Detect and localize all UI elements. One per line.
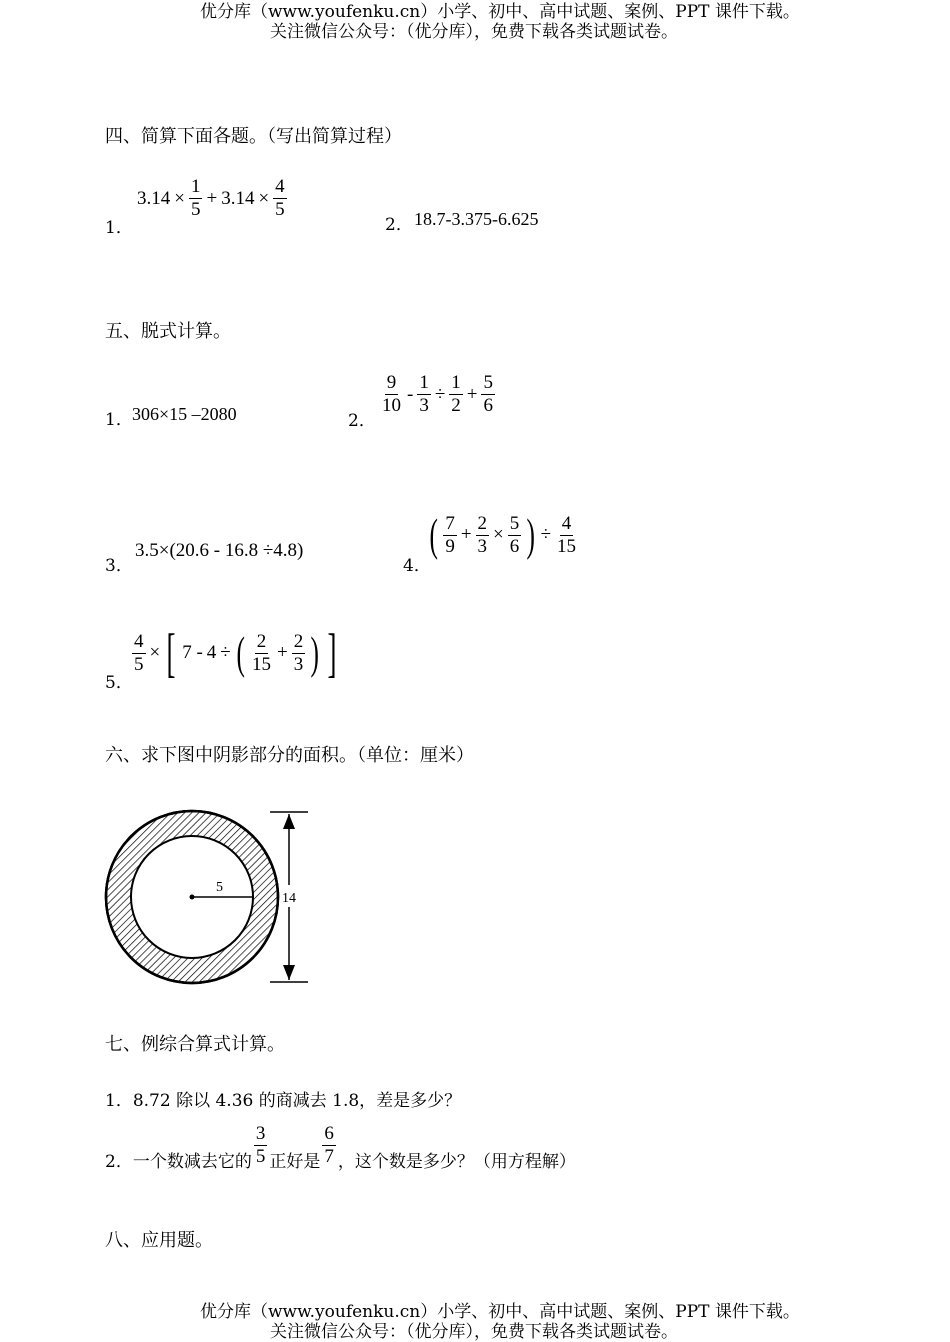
term: 7 -: [182, 642, 203, 663]
denominator: 15: [252, 653, 272, 675]
s5-q1-expression: 306×15 –2080: [132, 404, 237, 424]
numerator: 7: [445, 512, 455, 534]
denominator: 7: [324, 1146, 334, 1167]
numerator: 3: [255, 1123, 266, 1144]
arrow-down-icon: [283, 965, 295, 980]
s5-q5-expression: [130, 623, 341, 683]
numerator: 2: [477, 512, 488, 534]
numerator: 1: [190, 176, 201, 197]
denominator: 2: [451, 395, 461, 416]
fraction: [476, 513, 490, 558]
denominator: 15: [557, 535, 577, 557]
arrow-up-icon: [283, 814, 295, 829]
section-8-title: 八、应用题。: [105, 1230, 213, 1251]
plus-sign: +: [206, 187, 218, 209]
left-paren: (: [429, 509, 438, 560]
times-sign: ×: [258, 187, 270, 209]
numerator: 5: [509, 512, 520, 534]
s4-q1-expression: [135, 176, 289, 221]
s7-q2-middle: 正好是: [269, 1152, 321, 1172]
fraction: [322, 1123, 336, 1168]
minus-sign: -: [407, 383, 414, 405]
s5-q4-number: 4．: [403, 556, 431, 576]
times-sign: ×: [149, 642, 161, 663]
s7-q2-suffix: ，这个数是多少？（用方程解）: [337, 1152, 576, 1172]
header-line-1: 优分库（www.youfenku.cn）小学、初中、高中试题、案例、PPT 课件下载。: [200, 2, 800, 22]
fraction: [481, 372, 495, 417]
annulus-figure: [100, 805, 320, 990]
numerator: 4: [561, 512, 572, 534]
s5-q1-number: 1．: [105, 410, 133, 430]
diameter-label: 14: [282, 891, 296, 906]
s4-q1-number: 1．: [105, 218, 133, 238]
fraction: [273, 176, 287, 221]
radius-label: 5: [216, 880, 223, 895]
section-6-title: 六、求下图中阴影部分的面积。（单位：厘米）: [105, 745, 474, 766]
footer-line-1: 优分库（www.youfenku.cn）小学、初中、高中试题、案例、PPT 课件下载。: [200, 1302, 800, 1322]
plus-sign: +: [466, 383, 478, 405]
s7-q2-prefix: 2．一个数减去它的: [105, 1152, 252, 1172]
s4-q2-expression: 18.7-3.375-6.625: [414, 209, 539, 229]
header-line-2: 关注微信公众号：（优分库），免费下载各类试题试卷。: [270, 22, 678, 42]
plus-sign: +: [277, 642, 288, 663]
denominator: 6: [483, 395, 493, 416]
right-bracket: ]: [327, 623, 337, 683]
fraction: [292, 631, 306, 676]
s5-q5-number: 5．: [105, 673, 133, 693]
numerator: 4: [134, 630, 144, 652]
footer-line-2: 关注微信公众号：（优分库），免费下载各类试题试卷。: [270, 1322, 678, 1342]
numerator: 6: [324, 1123, 334, 1144]
fraction: [189, 176, 203, 221]
section-4-title: 四、简算下面各题。（写出简算过程）: [105, 126, 402, 147]
denominator: 5: [275, 199, 285, 220]
numerator: 5: [483, 372, 493, 393]
denominator: 3: [293, 653, 304, 675]
section-7-title: 七、例综合算式计算。: [105, 1034, 285, 1055]
fraction: [443, 513, 457, 558]
term: 3.14: [221, 187, 255, 209]
fraction: [449, 372, 463, 417]
divide-sign: ÷: [540, 524, 552, 545]
s4-q2-number: 2．: [385, 215, 413, 235]
fraction: [380, 372, 403, 417]
fraction: [508, 513, 522, 558]
divide-sign: ÷: [434, 383, 446, 405]
left-bracket: [: [166, 623, 176, 683]
s5-q2-number: 2．: [348, 411, 376, 431]
fraction: [250, 631, 273, 676]
times-sign: ×: [174, 187, 185, 209]
numerator: 1: [451, 372, 461, 393]
right-paren: ): [526, 509, 536, 560]
denominator: 3: [419, 395, 429, 416]
denominator: 5: [134, 653, 144, 675]
right-paren: ): [310, 627, 320, 678]
s5-q2-expression: [378, 372, 497, 417]
fraction: [254, 1123, 268, 1168]
term: 3.14: [137, 187, 171, 209]
denominator: 5: [255, 1146, 266, 1167]
s5-q4-expression: [426, 509, 580, 560]
fraction: [132, 631, 146, 676]
numerator: 4: [275, 176, 285, 197]
s5-q3-number: 3．: [105, 556, 133, 576]
s5-q3-expression: 3.5×(20.6 - 16.8 ÷4.8): [135, 540, 304, 561]
denominator: 9: [445, 535, 455, 557]
plus-sign: +: [460, 524, 472, 545]
denominator: 6: [509, 535, 520, 557]
left-paren: (: [236, 627, 245, 678]
section-5-title: 五、脱式计算。: [105, 321, 231, 342]
numerator: 1: [419, 372, 429, 393]
denominator: 10: [382, 395, 401, 416]
numerator: 9: [386, 372, 397, 393]
s7-q1: 1．8.72 除以 4.36 的商减去 1.8，差是多少？: [105, 1091, 462, 1111]
s7-q2: [105, 1123, 576, 1182]
times-sign: ×: [493, 524, 504, 545]
divide-sign: ÷: [220, 642, 231, 663]
fraction: [555, 513, 578, 558]
denominator: 5: [190, 199, 201, 220]
numerator: 2: [293, 630, 304, 652]
numerator: 2: [256, 630, 267, 652]
denominator: 3: [477, 535, 488, 557]
fraction: [417, 372, 431, 417]
term: 4: [206, 642, 217, 663]
